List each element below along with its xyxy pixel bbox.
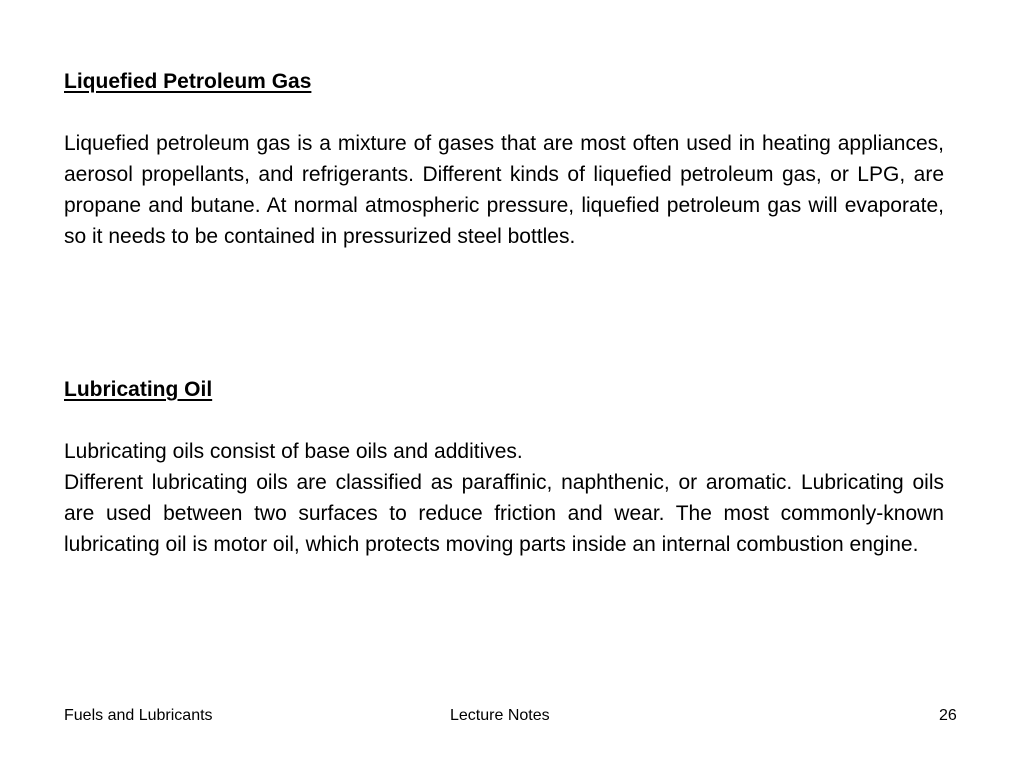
footer-center-label: Lecture Notes [450,707,550,724]
section-heading-lpg: Liquefied Petroleum Gas [64,70,312,93]
footer-page-number: 26 [939,707,957,724]
section-paragraph-lpg [64,128,944,252]
lubricating-oil-description: Different lubricating oils are classified as paraffinic, naphthenic, or aromatic. Lubricating oils are used between two surfaces to reduce friction and wear. The most commonly-known lubricating oil is motor oil, which protects moving parts inside an internal combustion engine. [64,471,944,556]
footer-course-title: Fuels and Lubricants [64,707,213,724]
section-heading-lubricating-oil: Lubricating Oil [64,378,213,401]
lpg-description: Liquefied petroleum gas is a mixture of gases that are most often used in heating appliances, aerosol propellants, and refrigerants. Different kinds of liquefied petroleum gas, or LPG, are propane and butane. At normal atmospheric pressure, liquefied petroleum gas will evaporate, so it needs to be contained in pressurized steel bottles. [64,132,944,248]
lubricating-oil-composition: Lubricating oils consist of base oils and additives. [64,440,523,463]
section-paragraphs-lubricating-oil [64,436,944,560]
